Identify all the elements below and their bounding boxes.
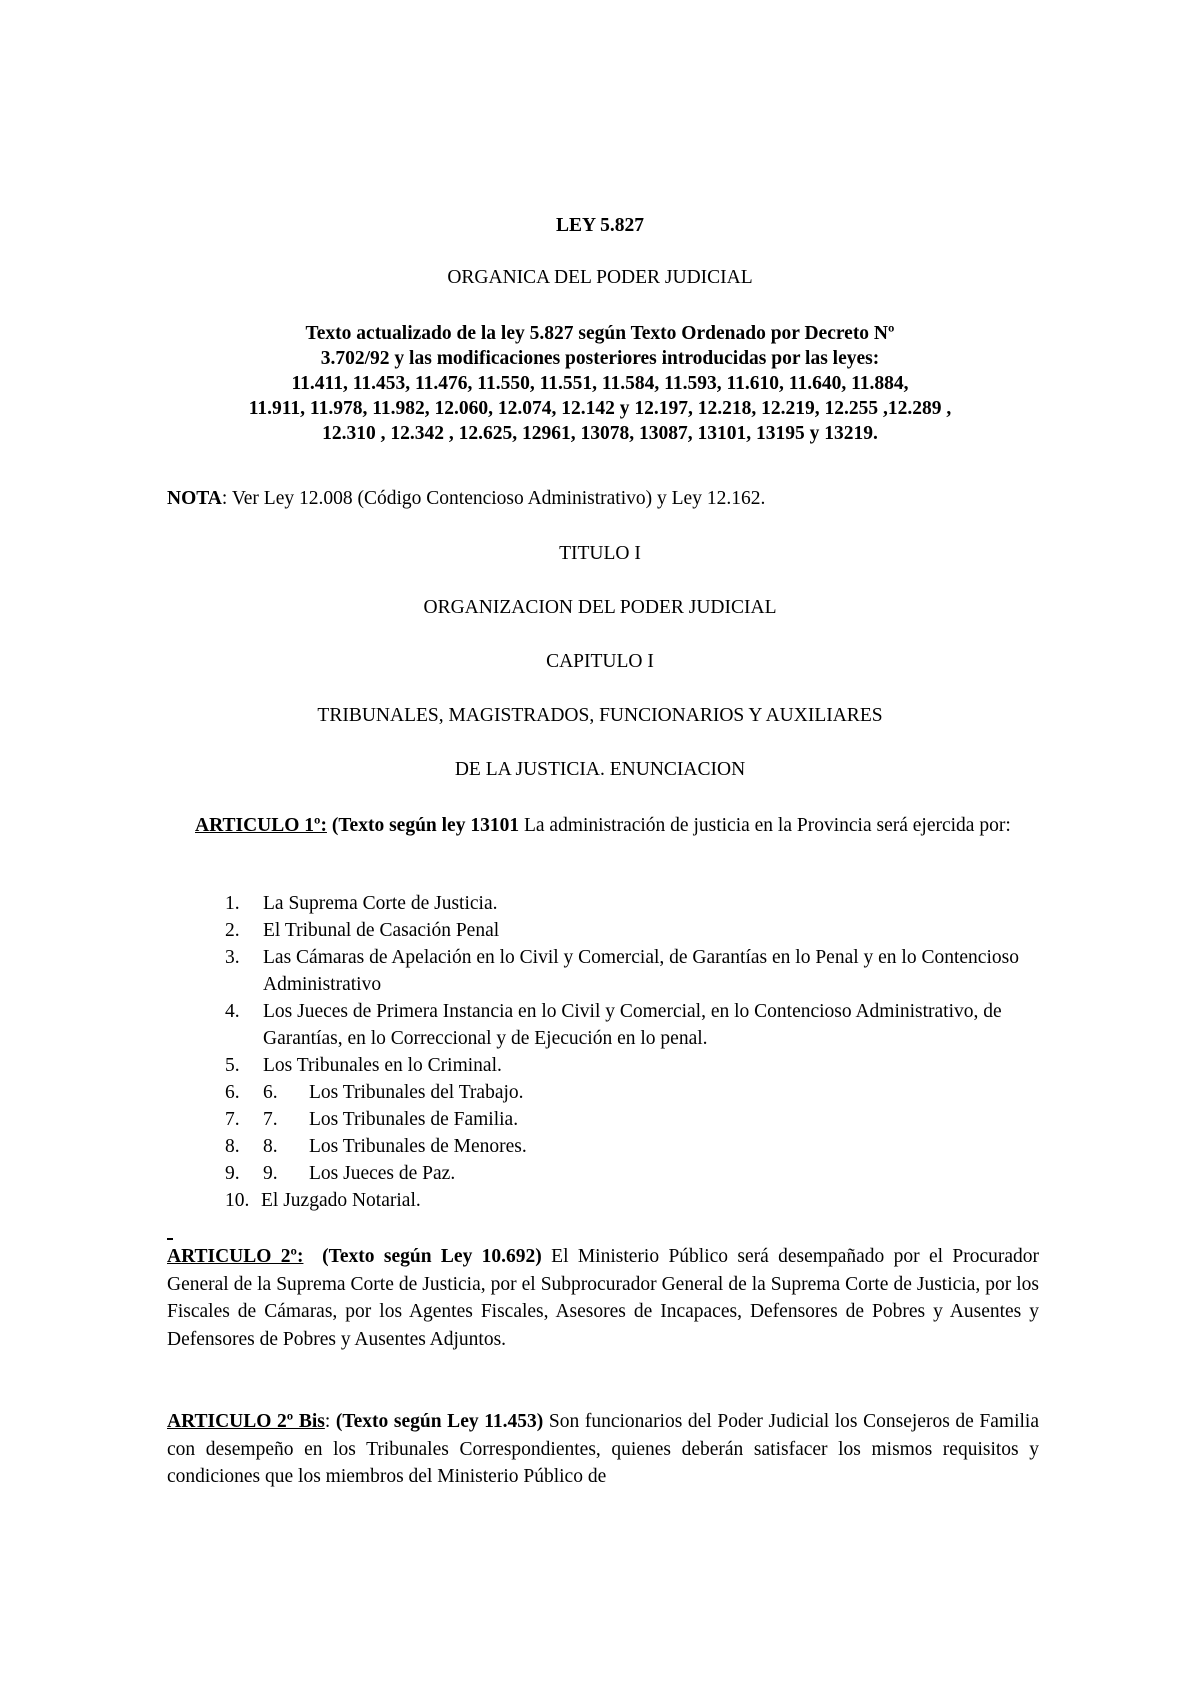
law-name: ORGANICA DEL PODER JUDICIAL [447, 267, 753, 288]
law-title: LEY 5.827 [555, 215, 645, 236]
list-item-number: 4. [225, 1001, 240, 1022]
list-item-subnumber: 8. [263, 1136, 278, 1157]
list-item-number: 2. [225, 920, 240, 941]
list-item-text: Los Tribunales del Trabajo. [309, 1082, 524, 1103]
stray-mark [167, 1238, 173, 1240]
list-item-text: El Juzgado Notarial. [261, 1190, 421, 1211]
list-item-text: Los Tribunales de Menores. [309, 1136, 527, 1157]
articulo-1-text: La administración de justicia en la Provincia será ejercida por: [519, 815, 1011, 836]
list-item-text: Las Cámaras de Apelación en lo Civil y Comercial, de Garantías en lo Penal y en lo Contencioso Administrativo [263, 947, 1019, 995]
list-item-number: 3. [225, 947, 240, 968]
list-item-subnumber: 9. [263, 1163, 278, 1184]
articulo-2-bis [167, 1408, 1039, 1491]
list-item-text: El Tribunal de Casación Penal [263, 920, 500, 941]
list-item [195, 1052, 1035, 1079]
articulo-2-text: El Ministerio Público será desempañado por el Procurador General de la Suprema Corte de Justicia, por el Subprocurador General de la Suprema Corte de Justicia, por los Fiscales de Cámaras, por los Agentes Fiscales, Asesores de Incapaces, Defensores de Pobres y Ausentes y Defensores de Pobres y Ausentes Adjuntos. [167, 1246, 1040, 1350]
list-item-text: La Suprema Corte de Justicia. [263, 893, 498, 914]
list-item [195, 998, 1035, 1052]
subtitle-line: Texto actualizado de la ley 5.827 según Texto Ordenado por Decreto Nº [305, 323, 895, 344]
list-item-number: 8. [225, 1136, 240, 1157]
list-item [195, 944, 1035, 998]
articulo-2-bis-colon: : [324, 1411, 331, 1432]
list-item [195, 1079, 1035, 1106]
list-item-number: 1. [225, 893, 240, 914]
list-item [195, 1106, 1035, 1133]
capitulo-heading: CAPITULO I [546, 651, 654, 672]
list-item-number: 6. [225, 1082, 240, 1103]
articulo-2-bis-label: ARTICULO 2º Bis [167, 1411, 325, 1432]
capitulo-name: TRIBUNALES, MAGISTRADOS, FUNCIONARIOS Y AUXILIARES [317, 705, 883, 726]
subtitle-line: 12.310 , 12.342 , 12.625, 12961, 13078, 13087, 13101, 13195 y 13219. [322, 423, 878, 444]
capitulo-name-2: DE LA JUSTICIA. ENUNCIACION [454, 759, 746, 780]
list-item [195, 1133, 1035, 1160]
list-item-subnumber: 6. [263, 1082, 278, 1103]
list-item-text: Los Jueces de Paz. [309, 1163, 456, 1184]
titulo-heading: TITULO I [559, 543, 641, 564]
tribunal-list [195, 890, 1035, 1214]
nota-label: NOTA [167, 488, 222, 509]
list-item-text: Los Jueces de Primera Instancia en lo Civil y Comercial, en lo Contencioso Administrativo, de Garantías, en lo Correccional y de Ejecución en lo penal. [263, 1001, 1002, 1049]
articulo-1-label: ARTICULO 1º: [195, 815, 327, 836]
articulo-2-bis-source: (Texto según Ley 11.453) [335, 1411, 544, 1432]
list-item [195, 890, 1035, 917]
list-item-subnumber: 7. [263, 1109, 278, 1130]
list-item [195, 1160, 1035, 1187]
subtitle-line: 11.911, 11.978, 11.982, 12.060, 12.074, 12.142 y 12.197, 12.218, 12.219, 12.255 ,12.289 , [248, 398, 952, 419]
list-item-number: 10. [225, 1190, 250, 1211]
subtitle-line: 3.702/92 y las modificaciones posteriores introducidas por las leyes: [320, 348, 880, 369]
subtitle-line: 11.411, 11.453, 11.476, 11.550, 11.551, 11.584, 11.593, 11.610, 11.640, 11.884, [291, 373, 909, 394]
articulo-1-source: (Texto según ley 13101 [326, 815, 520, 836]
articulo-2-label: ARTICULO 2º: [167, 1246, 304, 1267]
list-item-number: 5. [225, 1055, 240, 1076]
articulo-1 [195, 812, 1035, 839]
articulo-2-source: (Texto según Ley 10.692) [322, 1246, 542, 1267]
list-item-number: 9. [225, 1163, 240, 1184]
nota [167, 486, 765, 511]
law-subtitle [0, 321, 1200, 446]
articulo-2-bis-text: Son funcionarios del Poder Judicial los Consejeros de Familia con desempeño en los Tribunales Correspondientes, quienes deberán satisfacer los mismos requisitos y condiciones que los miembros del Ministerio Público de [167, 1411, 1040, 1487]
nota-text: : Ver Ley 12.008 (Código Contencioso Administrativo) y Ley 12.162. [221, 488, 766, 509]
list-item-text: Los Tribunales de Familia. [309, 1109, 519, 1130]
articulo-2 [167, 1243, 1039, 1353]
titulo-name: ORGANIZACION DEL PODER JUDICIAL [423, 597, 777, 618]
list-item [195, 1187, 1035, 1214]
list-item-number: 7. [225, 1109, 240, 1130]
list-item-text: Los Tribunales en lo Criminal. [263, 1055, 502, 1076]
list-item [195, 917, 1035, 944]
